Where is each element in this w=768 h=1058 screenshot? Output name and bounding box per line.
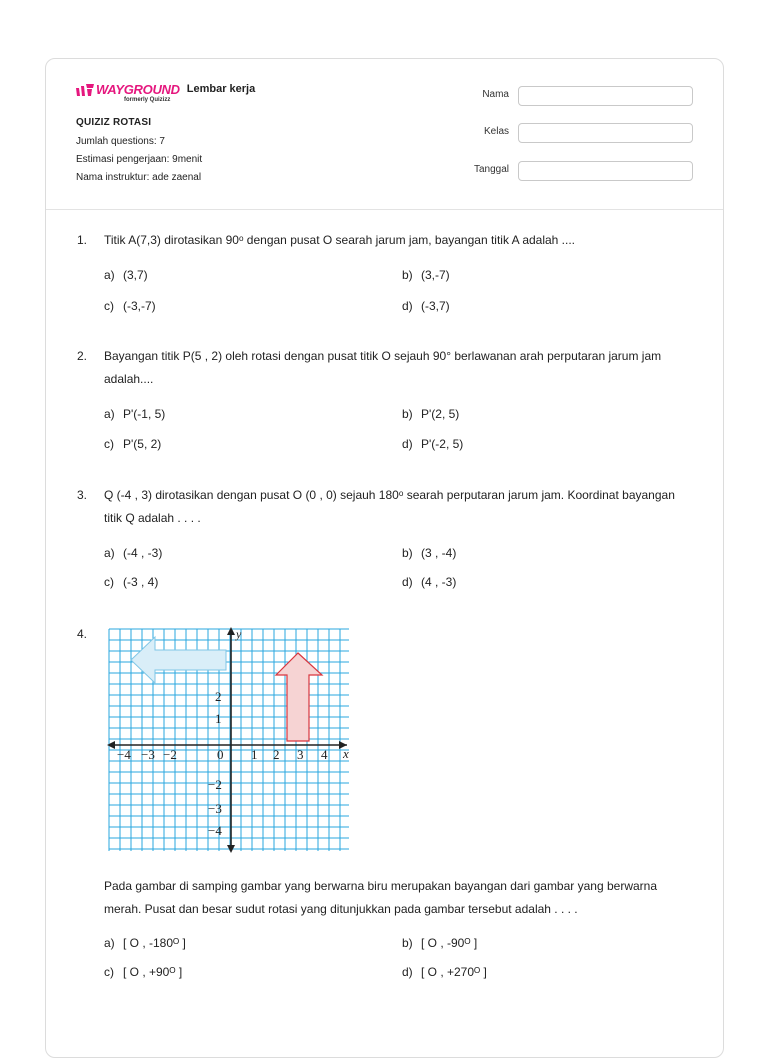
option-letter: c): [104, 437, 114, 451]
estimate-time: Estimasi pengerjaan: 9menit: [76, 154, 203, 165]
option-d[interactable]: [402, 575, 456, 589]
option-letter: a): [104, 268, 115, 282]
option-value: P'(5, 2): [123, 437, 162, 451]
option-a[interactable]: [104, 407, 165, 421]
option-letter: a): [104, 546, 115, 560]
x-tick-label: −2: [163, 747, 177, 762]
option-letter: c): [104, 575, 114, 589]
option-value: [ O , -90ᴼ ]: [421, 936, 478, 950]
worksheet-header: [46, 59, 723, 209]
option-value: P'(-2, 5): [421, 437, 464, 451]
question-number: 4.: [77, 627, 88, 641]
questions-count: Jumlah questions: 7: [76, 136, 165, 147]
option-value: [ O , -180ᴼ ]: [123, 936, 186, 950]
option-b[interactable]: [402, 936, 477, 950]
option-c[interactable]: [104, 299, 156, 313]
quiz-title: QUIZIZ ROTASI: [76, 117, 152, 128]
question-text: Bayangan titik P(5 , 2) oleh rotasi dengan pusat titik O sejauh 90° berlawanan arah perputaran jarum jam adalah....: [104, 349, 662, 386]
question-number: 3.: [77, 488, 88, 502]
option-value: [ O , +90ᴼ ]: [123, 965, 183, 979]
nama-label: Nama: [482, 89, 509, 100]
option-value: [ O , +270ᴼ ]: [421, 965, 487, 979]
option-d[interactable]: [402, 299, 450, 313]
worksheet: [45, 58, 724, 1058]
tanggal-field[interactable]: [518, 161, 693, 181]
option-c[interactable]: [104, 437, 161, 451]
option-b[interactable]: [402, 407, 459, 421]
y-axis-arrow-up: [227, 627, 235, 635]
tanggal-label: Tanggal: [473, 164, 509, 175]
option-letter: b): [402, 546, 413, 560]
logo-subtitle: formerly Quizizz: [124, 97, 171, 103]
option-c[interactable]: [104, 965, 182, 979]
x-tick-label: 0: [217, 747, 224, 762]
header-divider: [46, 209, 723, 210]
option-value: P'(2, 5): [421, 407, 460, 421]
option-a[interactable]: [104, 546, 162, 560]
y-tick-label: −2: [208, 777, 222, 792]
option-value: (4 , -3): [421, 575, 457, 589]
wayground-logo-icon: [76, 84, 94, 96]
option-value: (-3 , 4): [123, 575, 159, 589]
x-tick-label: 1: [251, 747, 258, 762]
logo-text: WAYGROUND: [96, 82, 180, 97]
y-axis-label: y: [236, 627, 242, 641]
y-tick-label: 1: [215, 711, 222, 726]
option-b[interactable]: [402, 546, 456, 560]
question-text: Titik A(7,3) dirotasikan 90ᵒ dengan pusat O searah jarum jam, bayangan titik A adalah ....: [104, 233, 576, 247]
coordinate-grid: [105, 627, 351, 853]
option-c[interactable]: [104, 575, 158, 589]
y-tick-label: −4: [208, 823, 222, 838]
blue-arrow-image: [131, 637, 226, 683]
y-tick-label: −3: [208, 801, 222, 816]
option-value: (3,7): [123, 268, 148, 282]
x-tick-label: −3: [141, 747, 155, 762]
instructor-name: Nama instruktur: ade zaenal: [76, 172, 202, 183]
option-letter: b): [402, 936, 413, 950]
x-axis-arrow-left: [107, 741, 115, 749]
option-letter: d): [402, 965, 413, 979]
option-letter: a): [104, 407, 115, 421]
option-letter: d): [402, 575, 413, 589]
x-tick-label: −4: [117, 747, 131, 762]
option-a[interactable]: [104, 936, 186, 950]
wayground-logo: [76, 83, 180, 96]
kelas-field[interactable]: [518, 123, 693, 143]
coordinate-graph: [105, 627, 351, 858]
option-letter: a): [104, 936, 115, 950]
option-value: (-3,7): [421, 299, 450, 313]
option-a[interactable]: [104, 268, 148, 282]
kelas-label: Kelas: [483, 126, 509, 137]
x-tick-label: 2: [273, 747, 280, 762]
logo: [76, 82, 256, 103]
option-letter: b): [402, 407, 413, 421]
question-text: Q (-4 , 3) dirotasikan dengan pusat O (0 , 0) sejauh 180ᵒ searah perputaran jarum jam. Koordinat bayangan titik Q adalah . . . .: [104, 488, 675, 525]
question-number: 2.: [77, 349, 88, 363]
y-tick-label: 2: [215, 689, 222, 704]
x-tick-label: 3: [297, 747, 304, 762]
option-value: (3,-7): [421, 268, 450, 282]
option-letter: c): [104, 965, 114, 979]
option-letter: b): [402, 268, 413, 282]
option-value: (3 , -4): [421, 546, 457, 560]
option-letter: d): [402, 299, 413, 313]
option-value: (-4 , -3): [123, 546, 163, 560]
option-d[interactable]: [402, 437, 463, 451]
doc-type-label: Lembar kerja: [186, 83, 256, 95]
option-b[interactable]: [402, 268, 450, 282]
option-value: P'(-1, 5): [123, 407, 166, 421]
option-value: (-3,-7): [123, 299, 156, 313]
x-tick-label: 4: [321, 747, 328, 762]
option-d[interactable]: [402, 965, 487, 979]
question-number: 1.: [77, 233, 88, 247]
option-letter: c): [104, 299, 114, 313]
question-text: Pada gambar di samping gambar yang berwarna biru merupakan bayangan dari gambar yang berwarna merah. Pusat dan besar sudut rotasi yang ditunjukkan pada gambar tersebut adalah . . . .: [104, 879, 657, 916]
x-axis-label: x: [343, 746, 349, 761]
nama-field[interactable]: [518, 86, 693, 106]
option-letter: d): [402, 437, 413, 451]
